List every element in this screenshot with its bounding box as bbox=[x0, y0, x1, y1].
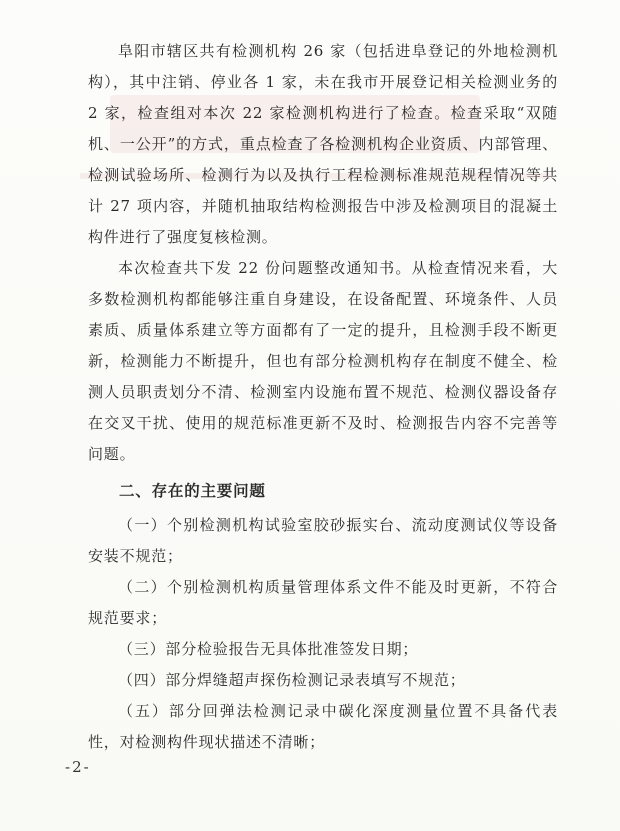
issue-item-4: （四）部分焊缝超声探伤检测记录表填写不规范； bbox=[118, 671, 466, 689]
issue-list bbox=[88, 510, 558, 758]
page-number: -2- bbox=[65, 758, 91, 776]
section-heading: 二、存在的主要问题 bbox=[119, 482, 266, 500]
findings-paragraph: 本次检查共下发 22 份问题整改通知书。从检查情况来看，大多数检测机构都能够注重自身建设，在设备配置、环境条件、人员素质、质量体系建立等方面都有了一定的提升，且检测手段不断更新，检测能力不断提升，但也有部分检测机构存在制度不健全、检测人员职责划分不清、检测室内设施布置不规范、检测仪器设备存在交叉干扰、使用的规范标准更新不及时、检测报告内容不完善等问题。 bbox=[88, 259, 558, 463]
issue-item-3: （三）部分检验报告无具体批准签发日期； bbox=[118, 640, 419, 658]
issue-item-5: （五）部分回弹法检测记录中碳化深度测量位置不具备代表性，对检测构件现状描述不清晰； bbox=[88, 702, 558, 751]
issue-item-1: （一）个别检测机构试验室胶砂振实台、流动度测试仪等设备安装不规范； bbox=[88, 516, 558, 565]
intro-paragraph: 阜阳市辖区共有检测机构 26 家（包括进阜登记的外地检测机构），其中注销、停业各 1 家，未在我市开展登记相关检测业务的 2 家，检查组对本次 22 家检测机构进行了检查。检查采取“双随机、一公开”的方式，重点检查了各检测机构企业资质、内部管理、检测试验场所、检测行为以及执行工程检测标准规范规程情况等共计 27 项内容，并随机抽取结构检测报告中涉及检测项目的混凝土构件进行了强度复核检测。 bbox=[88, 42, 558, 246]
document-body bbox=[88, 36, 558, 758]
issue-item-2: （二）个别检测机构质量管理体系文件不能及时更新，不符合规范要求； bbox=[88, 578, 558, 627]
